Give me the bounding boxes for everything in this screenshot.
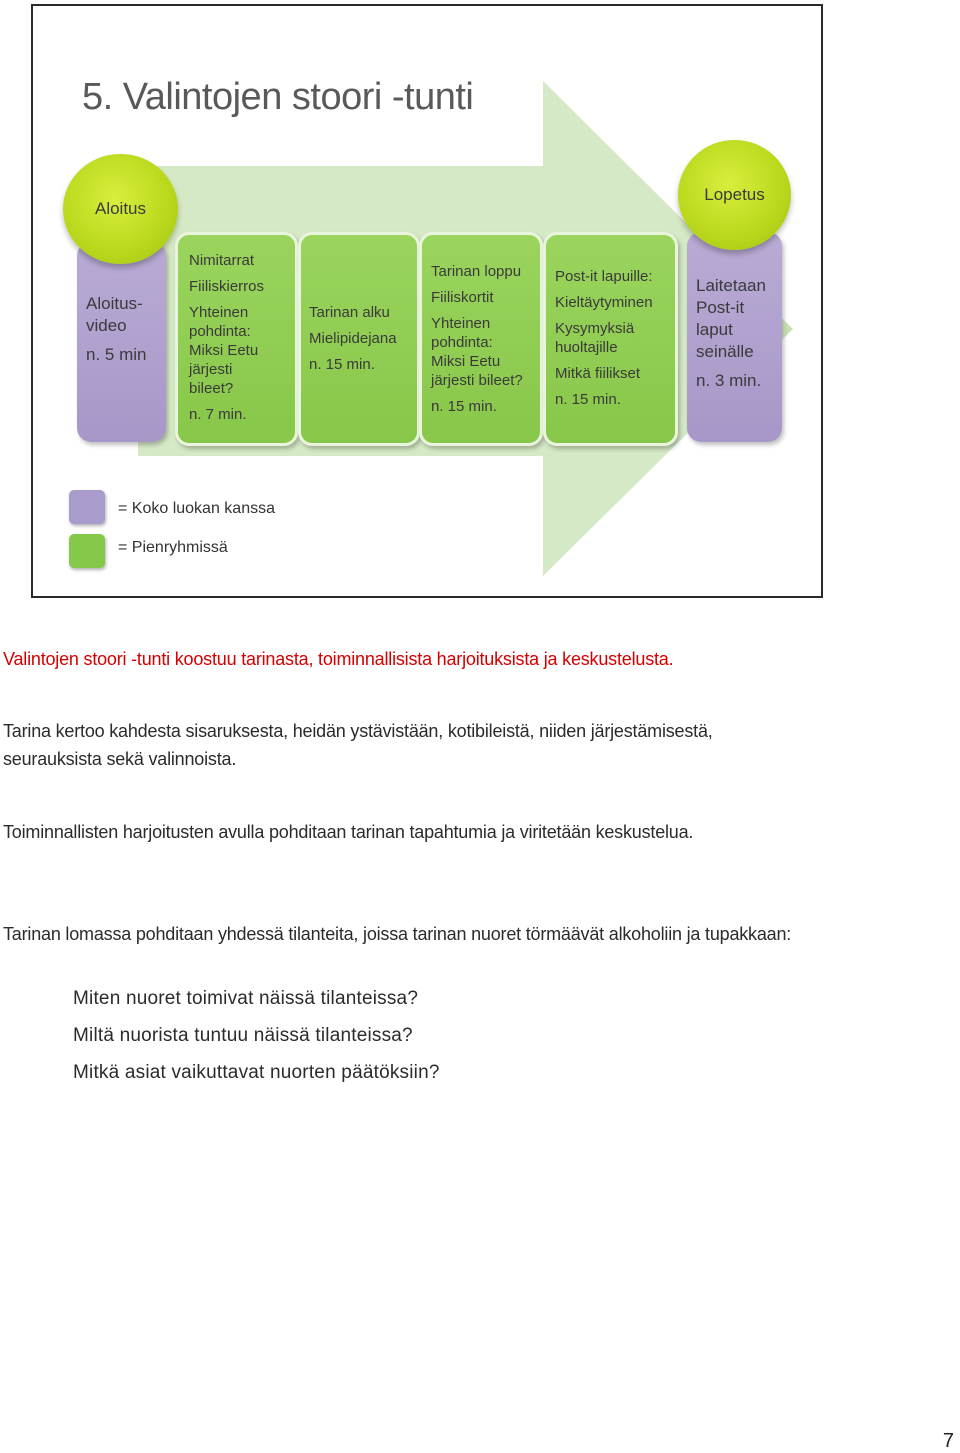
paragraph-story: Tarina kertoo kahdesta sisaruksesta, heidän ystävistään, kotibileistä, niiden järjestämisestä, seurauksista sekä valinnoista. (3, 721, 713, 769)
start-circle (63, 154, 178, 264)
box-step-3-line: Yhteinen pohdinta: Miksi Eetu järjesti bileet? (431, 315, 523, 389)
legend-label-whole-class: = Koko luokan kanssa (118, 500, 275, 517)
intro-text: Valintojen stoori -tunti koostuu tarinasta, toiminnallisista harjoituksista ja keskustelusta. (3, 649, 674, 669)
box-step-3-line: Tarinan loppu (431, 263, 522, 280)
question-item: Miten nuoret toimivat näissä tilanteissa? (73, 988, 419, 1009)
box-start (77, 242, 166, 442)
box-step-1-line: n. 7 min. (189, 406, 247, 423)
legend-swatch-whole-class (69, 490, 105, 524)
box-step-3-line: Fiiliskortit (431, 289, 494, 306)
legend-swatch-small-groups (69, 534, 105, 568)
box-step-1 (175, 232, 298, 446)
box-step-1-line: Yhteinen pohdinta: Miksi Eetu järjesti bileet? (189, 304, 259, 397)
page-number: 7 (942, 1430, 954, 1452)
end-circle (678, 140, 791, 250)
box-end-line: Laitetaan Post-it laput seinälle (696, 276, 766, 361)
box-step-4 (543, 232, 678, 446)
box-end (687, 232, 782, 442)
box-start-content (86, 293, 160, 366)
box-step-4-content (555, 267, 669, 409)
box-step-2-line: n. 15 min. (309, 356, 375, 373)
box-step-1-line: Fiiliskierros (189, 278, 264, 295)
box-step-2-line: Tarinan alku (309, 304, 390, 321)
box-step-4-line: Post-it lapuille: (555, 268, 653, 285)
box-step-2-line: Mielipidejana (309, 330, 397, 347)
box-step-4-line: n. 15 min. (555, 391, 621, 408)
question-item: Mitkä asiat vaikuttavat nuorten päätöksiin? (73, 1062, 440, 1083)
question-item: Miltä nuorista tuntuu näissä tilanteissa? (73, 1025, 413, 1046)
box-step-3 (419, 232, 543, 446)
box-end-content (696, 275, 776, 392)
box-step-1-content (189, 251, 289, 424)
box-step-3-content (431, 262, 534, 416)
box-end-line: n. 3 min. (696, 371, 762, 390)
box-step-4-line: Kieltäytyminen (555, 294, 653, 311)
paragraph-exercises: Toiminnallisten harjoitusten avulla pohditaan tarinan tapahtumia ja viritetään keskustelua. (3, 822, 694, 842)
box-step-1-line: Nimitarrat (189, 252, 255, 269)
slide-title: 5. Valintojen stoori -tunti (82, 76, 474, 118)
legend-label-small-groups: = Pienryhmissä (118, 539, 228, 556)
paragraph-discussion: Tarinan lomassa pohditaan yhdessä tilanteita, joissa tarinan nuoret törmäävät alkoholiin ja tupakkaan: (3, 924, 792, 944)
box-step-4-line: Kysymyksiä huoltajille (555, 320, 635, 356)
box-step-2-content (309, 303, 411, 374)
end-circle-label: Lopetus (704, 185, 765, 204)
box-step-4-line: Mitkä fiilikset (555, 365, 641, 382)
slide (31, 4, 823, 598)
start-circle-label: Aloitus (94, 199, 147, 218)
box-step-3-line: n. 15 min. (431, 398, 497, 415)
box-step-2 (298, 232, 420, 446)
box-start-line: Aloitus- video (86, 294, 143, 335)
box-start-line: n. 5 min (86, 345, 147, 364)
